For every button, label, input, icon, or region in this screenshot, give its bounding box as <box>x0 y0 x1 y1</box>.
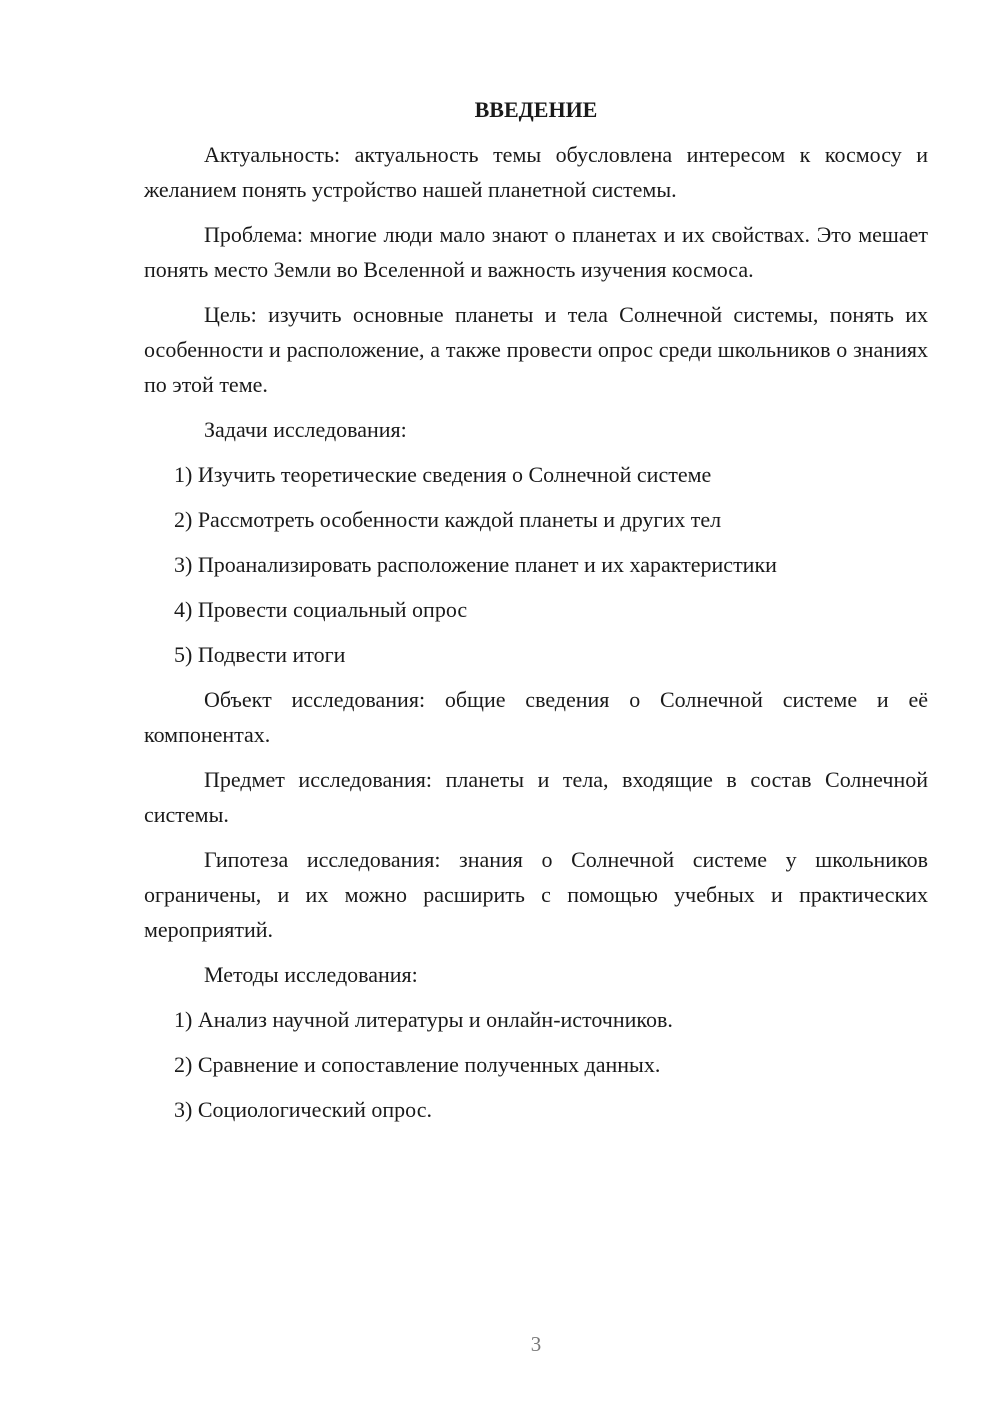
task-item: 3) Проанализировать расположение планет и их характеристики <box>174 552 777 577</box>
task-item: 5) Подвести итоги <box>174 642 346 667</box>
task-item: 4) Провести социальный опрос <box>174 597 468 622</box>
method-item: 3) Социологический опрос. <box>174 1097 432 1122</box>
page-number: 3 <box>530 1332 542 1356</box>
methods-heading: Методы исследования: <box>204 962 418 987</box>
problem-paragraph: Проблема: многие люди мало знают о планетах и их свойствах. Это мешает понять место Земли во Вселенной и важность изучения космоса. <box>144 222 928 282</box>
tasks-list <box>144 457 928 672</box>
object-paragraph: Объект исследования: общие сведения о Солнечной системе и её компонентах. <box>144 687 928 747</box>
goal-paragraph: Цель: изучить основные планеты и тела Солнечной системы, понять их особенности и расположение, а также провести опрос среди школьников о знаниях по этой теме. <box>144 302 928 397</box>
page-title: ВВЕДЕНИЕ <box>474 97 598 122</box>
task-item: 1) Изучить теоретические сведения о Солнечной системе <box>174 462 712 487</box>
methods-list <box>144 1002 928 1127</box>
method-item: 1) Анализ научной литературы и онлайн-источников. <box>174 1007 673 1032</box>
document-page <box>144 92 928 1137</box>
relevance-paragraph: Актуальность: актуальность темы обусловлена интересом к космосу и желанием понять устройство нашей планетной системы. <box>144 142 928 202</box>
task-item: 2) Рассмотреть особенности каждой планеты и других тел <box>174 507 722 532</box>
hypothesis-paragraph: Гипотеза исследования: знания о Солнечной системе у школьников ограничены, и их можно расширить с помощью учебных и практических мероприятий. <box>144 847 928 942</box>
method-item: 2) Сравнение и сопоставление полученных данных. <box>174 1052 661 1077</box>
tasks-heading: Задачи исследования: <box>204 417 407 442</box>
subject-paragraph: Предмет исследования: планеты и тела, входящие в состав Солнечной системы. <box>144 767 928 827</box>
